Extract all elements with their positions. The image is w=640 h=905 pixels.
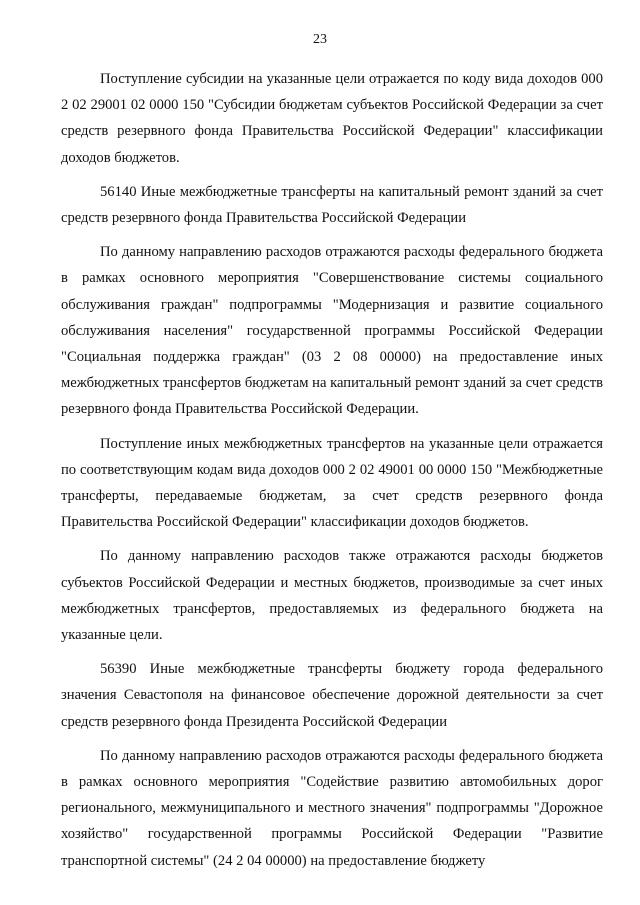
paragraph-56390-heading: 56390 Иные межбюджетные трансферты бюджету города федерального значения Севастополя на финансовое обеспечение дорожной деятельности за счет средств резервного фонда Президента Российской Федерации xyxy=(61,661,603,730)
page-number: 23 xyxy=(313,32,327,47)
paragraph-56140-heading: 56140 Иные межбюджетные трансферты на капитальный ремонт зданий за счет средств резервного фонда Правительства Российской Федерации xyxy=(61,183,603,227)
paragraph-transfers-receipt: Поступление иных межбюджетных трансфертов на указанные цели отражается по соответствующим кодам вида доходов 000 2 02 49001 00 0000 150 "Межбюджетные трансферты, передаваемые бюджетам, за счет средств резервного фонда Правительства Российской Федерации" классификации доходов бюджетов. xyxy=(61,435,603,531)
paragraph-regional-expenses: По данному направлению расходов также отражаются расходы бюджетов субъектов Российской Федерации и местных бюджетов, производимые за счет иных межбюджетных трансфертов, предоставляемых из федерального бюджета на указанные цели. xyxy=(61,548,603,644)
document-body xyxy=(61,66,603,882)
paragraph-56390-description: По данному направлению расходов отражаются расходы федерального бюджета в рамках основного мероприятия "Содействие развитию автомобильных дорог регионального, межмуниципального и местного значения" подпрограммы "Дорожное хозяйство" государственной программы Российской Федерации "Развитие транспортной системы" (24 2 04 00000) на предоставление бюджету xyxy=(61,747,603,869)
paragraph-56140-description: По данному направлению расходов отражаются расходы федерального бюджета в рамках основного мероприятия "Совершенствование системы социального обслуживания граждан" подпрограммы "Модернизация и развитие социального обслуживания населения" государственной программы Российской Федерации "Социальная поддержка граждан" (03 2 08 00000) на предоставление иных межбюджетных трансфертов бюджетам на капитальный ремонт зданий за счет средств резервного фонда Правительства Российской Федерации. xyxy=(61,244,603,418)
paragraph-subsidy-receipt: Поступление субсидии на указанные цели отражается по коду вида доходов 000 2 02 29001 02 0000 150 "Субсидии бюджетам субъектов Российской Федерации за счет средств резервного фонда Правительства Российской Федерации" классификации доходов бюджетов. xyxy=(61,71,603,166)
